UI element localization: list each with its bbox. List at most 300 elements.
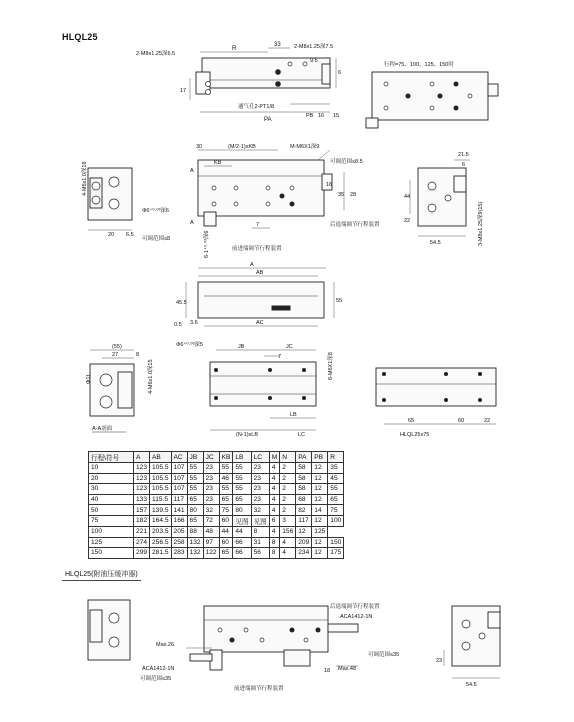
vent-note: 通气孔2-PT1/8	[238, 104, 275, 110]
table-row	[89, 484, 344, 495]
top-view-end-plate	[322, 64, 330, 84]
table-cell: 166	[171, 515, 187, 526]
top-view-hole	[288, 62, 292, 66]
table-header-cell: JC	[203, 452, 219, 463]
section-caption: A-A剖面	[92, 426, 113, 432]
dim-label: 54.5	[430, 240, 441, 246]
table-cell: 56	[251, 548, 269, 559]
table-cell: 58	[296, 473, 312, 484]
shock-absorber-front	[190, 654, 212, 661]
dim-label: 30	[196, 144, 203, 150]
table-cell: 115.5	[150, 494, 172, 505]
table-cell: 55	[328, 484, 344, 495]
dim-label: 6-M6X1深8	[328, 352, 334, 380]
table-cell: 8	[269, 537, 280, 548]
shock-left-bore	[109, 613, 119, 623]
table-cell: 65	[328, 494, 344, 505]
shock-section-title: HLQL25(附油压缓冲器)	[62, 568, 141, 581]
rear-adjust-note: 后退端调节行程装置	[330, 222, 380, 228]
table-cell: 150	[89, 548, 134, 559]
table-cell: 133	[134, 494, 150, 505]
table-cell: 见图	[251, 515, 269, 526]
table-cell: 23	[251, 494, 269, 505]
table-cell: 2	[280, 484, 296, 495]
table-row	[89, 548, 344, 559]
stroke-view-hole	[384, 106, 388, 110]
x75-hole	[445, 373, 448, 376]
table-cell: 2	[280, 494, 296, 505]
table-cell: 48	[203, 526, 219, 537]
dim-label: 65	[408, 418, 415, 424]
table-cell: 164.5	[150, 515, 172, 526]
table-row	[89, 515, 344, 526]
shock-left-block	[90, 610, 102, 642]
table-header-cell: N	[280, 452, 296, 463]
table-cell: 283	[171, 548, 187, 559]
table-cell: 4	[269, 473, 280, 484]
dim-label: Φ6⁺⁰·⁰³深6	[142, 208, 169, 214]
front-view-hole	[234, 186, 238, 190]
dim-label: 2-M8x1.25深7.5	[294, 44, 334, 50]
dim-label: AC	[256, 320, 264, 326]
shock-main-body	[204, 606, 328, 652]
table-cell: 105.5	[150, 473, 172, 484]
section-bore	[100, 374, 112, 386]
shock-hole	[230, 638, 234, 642]
table-cell: 209	[296, 537, 312, 548]
bottom-hole	[269, 369, 272, 372]
dim-label: R	[232, 46, 237, 52]
table-cell: 6	[269, 515, 280, 526]
dim-label: Max.48	[338, 666, 357, 672]
table-cell: 65	[187, 515, 203, 526]
table-cell: 182	[134, 515, 150, 526]
shock-right-view	[436, 606, 500, 688]
table-cell: 60	[219, 537, 233, 548]
table-cell: 107	[171, 473, 187, 484]
dim-label: 23	[436, 658, 443, 664]
table-header-cell: LC	[251, 452, 269, 463]
table-cell: 55	[219, 484, 233, 495]
dim-label: 22	[484, 418, 491, 424]
dim-label: LB	[290, 412, 297, 418]
table-cell: 8	[269, 548, 280, 559]
dim-label: A	[250, 262, 254, 268]
table-cell: 4	[269, 463, 280, 474]
table-cell: 65	[219, 494, 233, 505]
shock-hole	[244, 628, 248, 632]
x75-hole	[383, 373, 386, 376]
table-cell: 30	[89, 484, 134, 495]
shock-front-note: 前进端调节行程装置	[234, 686, 284, 692]
table-cell: 32	[251, 505, 269, 516]
table-cell: 12	[312, 484, 328, 495]
table-cell: 55	[219, 463, 233, 474]
table-cell: 258	[171, 537, 187, 548]
table-header-row	[89, 452, 344, 463]
table-cell: 4	[269, 484, 280, 495]
shock-hole	[290, 628, 294, 632]
table-cell: 175	[328, 548, 344, 559]
front-view-hole	[280, 194, 284, 198]
x75-caption: HLQL25x75	[400, 432, 430, 438]
table-cell: 125	[312, 526, 328, 537]
table-cell: 68	[296, 494, 312, 505]
table-cell: 23	[251, 484, 269, 495]
table-cell: 4	[269, 505, 280, 516]
dim-label: 18	[324, 668, 331, 674]
table-cell: 55	[187, 473, 203, 484]
table-header-cell: AC	[171, 452, 187, 463]
shock-base	[284, 650, 310, 666]
dim-label: 28	[350, 192, 357, 198]
shock-rear-note: 后退端调节行程装置	[330, 604, 380, 610]
table-cell: 31	[251, 537, 269, 548]
shock-right-block	[488, 612, 500, 628]
dim-label: 7	[278, 354, 282, 360]
table-row	[89, 473, 344, 484]
table-cell: 12	[312, 537, 328, 548]
table-cell: 117	[296, 515, 312, 526]
table-cell: 45	[328, 473, 344, 484]
table-cell: 75	[328, 505, 344, 516]
left-view-port	[92, 196, 100, 204]
table-cell: 234	[296, 548, 312, 559]
dim-label: PB	[306, 113, 314, 119]
table-header-cell: PB	[312, 452, 328, 463]
table-cell: 66	[233, 537, 251, 548]
shock-hole	[218, 628, 222, 632]
table-cell: 274	[134, 537, 150, 548]
stroke-view-stop	[488, 84, 498, 96]
table-cell: 58	[296, 484, 312, 495]
table-cell: 12	[296, 526, 312, 537]
front-view-hole	[290, 202, 294, 206]
left-end-view	[80, 161, 134, 238]
dim-label: ACA1412-1N	[340, 614, 373, 620]
bottom-hole	[269, 397, 272, 400]
table-cell: 23	[203, 494, 219, 505]
table-cell: 2	[280, 463, 296, 474]
table-cell: 123	[134, 484, 150, 495]
dim-label: (M/2-1)xKB	[228, 144, 256, 150]
left-view-bore	[109, 199, 119, 209]
dim-label: 35	[338, 192, 345, 198]
table-cell: 65	[187, 494, 203, 505]
table-cell: 4	[269, 526, 280, 537]
middle-view	[174, 262, 342, 328]
table-cell: 100	[328, 515, 344, 526]
dim-label: 17	[180, 88, 187, 94]
dim-label: JC	[286, 344, 293, 350]
table-cell: 125	[89, 537, 134, 548]
front-view-body	[198, 160, 324, 216]
table-cell: 55	[187, 463, 203, 474]
stroke-view-hole	[468, 94, 472, 98]
table-cell: 2	[280, 505, 296, 516]
shock-hole	[260, 638, 264, 642]
table-cell: 97	[203, 537, 219, 548]
table-cell: 100	[89, 526, 134, 537]
dim-label: LC	[298, 432, 306, 438]
table-cell: 122	[203, 548, 219, 559]
table-cell: 55	[187, 484, 203, 495]
left-view-port	[92, 182, 100, 190]
dim-label: 6.5	[126, 232, 134, 238]
table-cell: 4	[280, 537, 296, 548]
front-adjust-note: 前进端调节行程装置	[232, 246, 282, 252]
table-cell: 58	[296, 463, 312, 474]
x75-hole	[479, 399, 482, 402]
right-view-block	[454, 176, 466, 192]
front-view-hole	[212, 202, 216, 206]
table-header-cell: AB	[150, 452, 172, 463]
table-cell: 123	[134, 463, 150, 474]
section-a-a	[86, 344, 154, 432]
dim-label: Φ11	[86, 373, 92, 384]
dim-label: JB	[238, 344, 245, 350]
table-cell: 14	[312, 505, 328, 516]
shock-hole	[304, 638, 308, 642]
table-header-cell: KB	[219, 452, 233, 463]
table-cell: 32	[203, 505, 219, 516]
dim-label: 3.6	[190, 320, 198, 326]
table-cell: 55	[233, 473, 251, 484]
top-view-port	[206, 90, 211, 95]
front-view-hole	[234, 202, 238, 206]
table-cell: 66	[233, 548, 251, 559]
table-header-cell: R	[328, 452, 344, 463]
table-cell: 281.5	[150, 548, 172, 559]
section-marker: A	[190, 168, 194, 174]
dimension-table	[88, 451, 344, 559]
table-cell: 105.5	[150, 463, 172, 474]
bottom-view-body	[210, 362, 316, 406]
dim-label: 27	[112, 352, 119, 358]
dim-label: 16	[318, 113, 325, 119]
table-cell: 23	[203, 463, 219, 474]
table-cell: 4	[280, 548, 296, 559]
table-header-cell: M	[269, 452, 280, 463]
dim-label: Max.26	[156, 642, 175, 648]
dim-label: 45.5	[176, 300, 187, 306]
dim-label: 22	[404, 218, 411, 224]
dim-label: 21.5	[458, 152, 469, 158]
front-view-hole	[290, 186, 294, 190]
dim-label: 9.5	[310, 58, 318, 64]
x75-hole	[445, 399, 448, 402]
dim-label: 3-M8x1.25深9(15)	[478, 201, 484, 246]
table-row	[89, 463, 344, 474]
table-cell: 75	[89, 515, 134, 526]
dim-label: AB	[256, 270, 264, 276]
table-cell: 23	[203, 473, 219, 484]
dim-label: 16	[326, 182, 333, 188]
stroke-view-hole	[454, 82, 458, 86]
shock-left-bore	[109, 637, 119, 647]
section-rail	[118, 372, 132, 408]
hlql25x75-view	[376, 368, 496, 438]
table-cell: 12	[312, 473, 328, 484]
table-cell: 82	[296, 505, 312, 516]
table-row	[89, 494, 344, 505]
table-cell: 123	[134, 473, 150, 484]
table-cell: 80	[233, 505, 251, 516]
dim-label: ACA1412-1N	[142, 666, 175, 672]
table-cell: 12	[312, 463, 328, 474]
table-cell: 221	[134, 526, 150, 537]
table-row	[89, 505, 344, 516]
table-cell: 12	[312, 494, 328, 505]
table-body	[89, 463, 344, 559]
shock-right-port	[462, 642, 470, 650]
table-cell: 46	[219, 473, 233, 484]
table-cell: 8	[251, 526, 269, 537]
dim-label: 可调范围≤35	[368, 652, 400, 658]
dim-label: 20	[108, 232, 115, 238]
table-cell: 23	[203, 484, 219, 495]
dim-label: 可调范围≤35	[140, 676, 172, 682]
stroke-view-port	[366, 118, 378, 128]
front-view-hole	[212, 186, 216, 190]
dim-label: 0.5	[174, 322, 182, 328]
x75-body	[376, 368, 496, 406]
table-header-cell: LB	[233, 452, 251, 463]
stroke-view-hole	[406, 94, 410, 98]
dim-label: 33	[274, 42, 281, 48]
front-view	[142, 142, 380, 258]
page-title: HLQL25	[62, 32, 98, 42]
stroke-view-hole	[438, 94, 442, 98]
table-cell: 40	[89, 494, 134, 505]
dim-label: 54.5	[466, 682, 477, 688]
right-view-port	[428, 204, 436, 212]
table-header-cell: PA	[296, 452, 312, 463]
dim-label: (N-1)xLB	[236, 432, 259, 438]
table-cell: 见图	[233, 515, 251, 526]
table-cell: 157	[134, 505, 150, 516]
bottom-hole	[215, 369, 218, 372]
top-view-port	[206, 82, 211, 87]
shock-right-port	[462, 620, 470, 628]
front-view-hole	[266, 186, 270, 190]
table-cell: 139.5	[150, 505, 172, 516]
table-cell: 60	[219, 515, 233, 526]
dim-label: 可调范围≤8	[142, 236, 171, 242]
table-cell: 107	[171, 463, 187, 474]
table-cell: 256.5	[150, 537, 172, 548]
table-cell: 50	[89, 505, 134, 516]
dim-label: 6	[462, 162, 466, 168]
table-cell: 105.5	[150, 484, 172, 495]
table-cell: 4	[269, 494, 280, 505]
table-cell: 12	[312, 515, 328, 526]
table-cell: 65	[233, 494, 251, 505]
stroke-view-hole	[430, 82, 434, 86]
table-header-cell: JB	[187, 452, 203, 463]
table-cell: 75	[219, 505, 233, 516]
table-header-cell: A	[134, 452, 150, 463]
stroke-view-hole	[430, 106, 434, 110]
table-header-cell: 行程\符号	[89, 452, 134, 463]
table-cell: 72	[203, 515, 219, 526]
stroke-view-hole	[454, 106, 458, 110]
left-view-bore	[109, 177, 119, 187]
x75-hole	[383, 399, 386, 402]
dim-label: 6-1⁺⁰·⁰³深6	[204, 230, 210, 258]
table-cell: 132	[187, 537, 203, 548]
dim-label: M-M6X1深9	[290, 144, 320, 150]
table-cell: 55	[233, 463, 251, 474]
table-cell: 44	[219, 526, 233, 537]
table-cell: 23	[251, 463, 269, 474]
dim-label: 可调范围≤8.5	[330, 159, 363, 165]
table-cell: 55	[233, 484, 251, 495]
table-cell: 3	[280, 515, 296, 526]
x75-hole	[479, 373, 482, 376]
table-cell: 44	[233, 526, 251, 537]
stroke-75-view	[366, 60, 498, 128]
dim-label: 6	[338, 70, 342, 76]
table-row	[89, 526, 344, 537]
bottom-hole	[303, 369, 306, 372]
table-cell: 65	[219, 548, 233, 559]
table-cell: 299	[134, 548, 150, 559]
section-bore	[100, 396, 112, 408]
bottom-hole	[303, 397, 306, 400]
dim-label: 4-M6x1.0深18	[82, 161, 88, 196]
table-cell: 156	[280, 526, 296, 537]
dim-label: 15	[333, 113, 340, 119]
table-cell: 80	[187, 505, 203, 516]
shock-absorber-rear	[328, 624, 358, 632]
stroke-view-hole	[384, 82, 388, 86]
dim-label: 7	[256, 222, 260, 228]
table-cell: 10	[89, 463, 134, 474]
dim-label: 2-M8x1.25深6.5	[136, 51, 176, 57]
bottom-view	[176, 340, 334, 438]
table-cell: 12	[312, 548, 328, 559]
table-cell: 2	[280, 473, 296, 484]
bottom-hole	[215, 397, 218, 400]
top-view-hole	[303, 62, 307, 66]
dim-label: (55)	[112, 344, 122, 350]
dim-label: Φ6⁺⁰·⁰³深5	[176, 342, 203, 348]
dim-label: 8	[136, 352, 140, 358]
shock-right-hole	[479, 633, 485, 639]
middle-view-slot	[272, 306, 290, 310]
top-view	[136, 42, 341, 123]
table-cell: 35	[328, 463, 344, 474]
shock-left-view	[88, 600, 130, 660]
shock-hole	[316, 628, 320, 632]
dim-label: 55	[336, 298, 343, 304]
table-cell: 150	[328, 537, 344, 548]
table-cell: 107	[171, 484, 187, 495]
shock-main-view	[140, 602, 399, 692]
table-cell: 117	[171, 494, 187, 505]
dim-label: PA	[264, 117, 272, 123]
table-cell: 132	[187, 548, 203, 559]
section-marker: A	[190, 220, 194, 226]
top-view-screw	[276, 70, 281, 75]
table-cell: 141	[171, 505, 187, 516]
front-view-hole	[266, 202, 270, 206]
dim-label: KB	[214, 160, 222, 166]
right-view-port	[428, 182, 436, 190]
right-end-view	[404, 152, 484, 246]
dim-label: 4-M6x1.0深15	[148, 359, 154, 394]
